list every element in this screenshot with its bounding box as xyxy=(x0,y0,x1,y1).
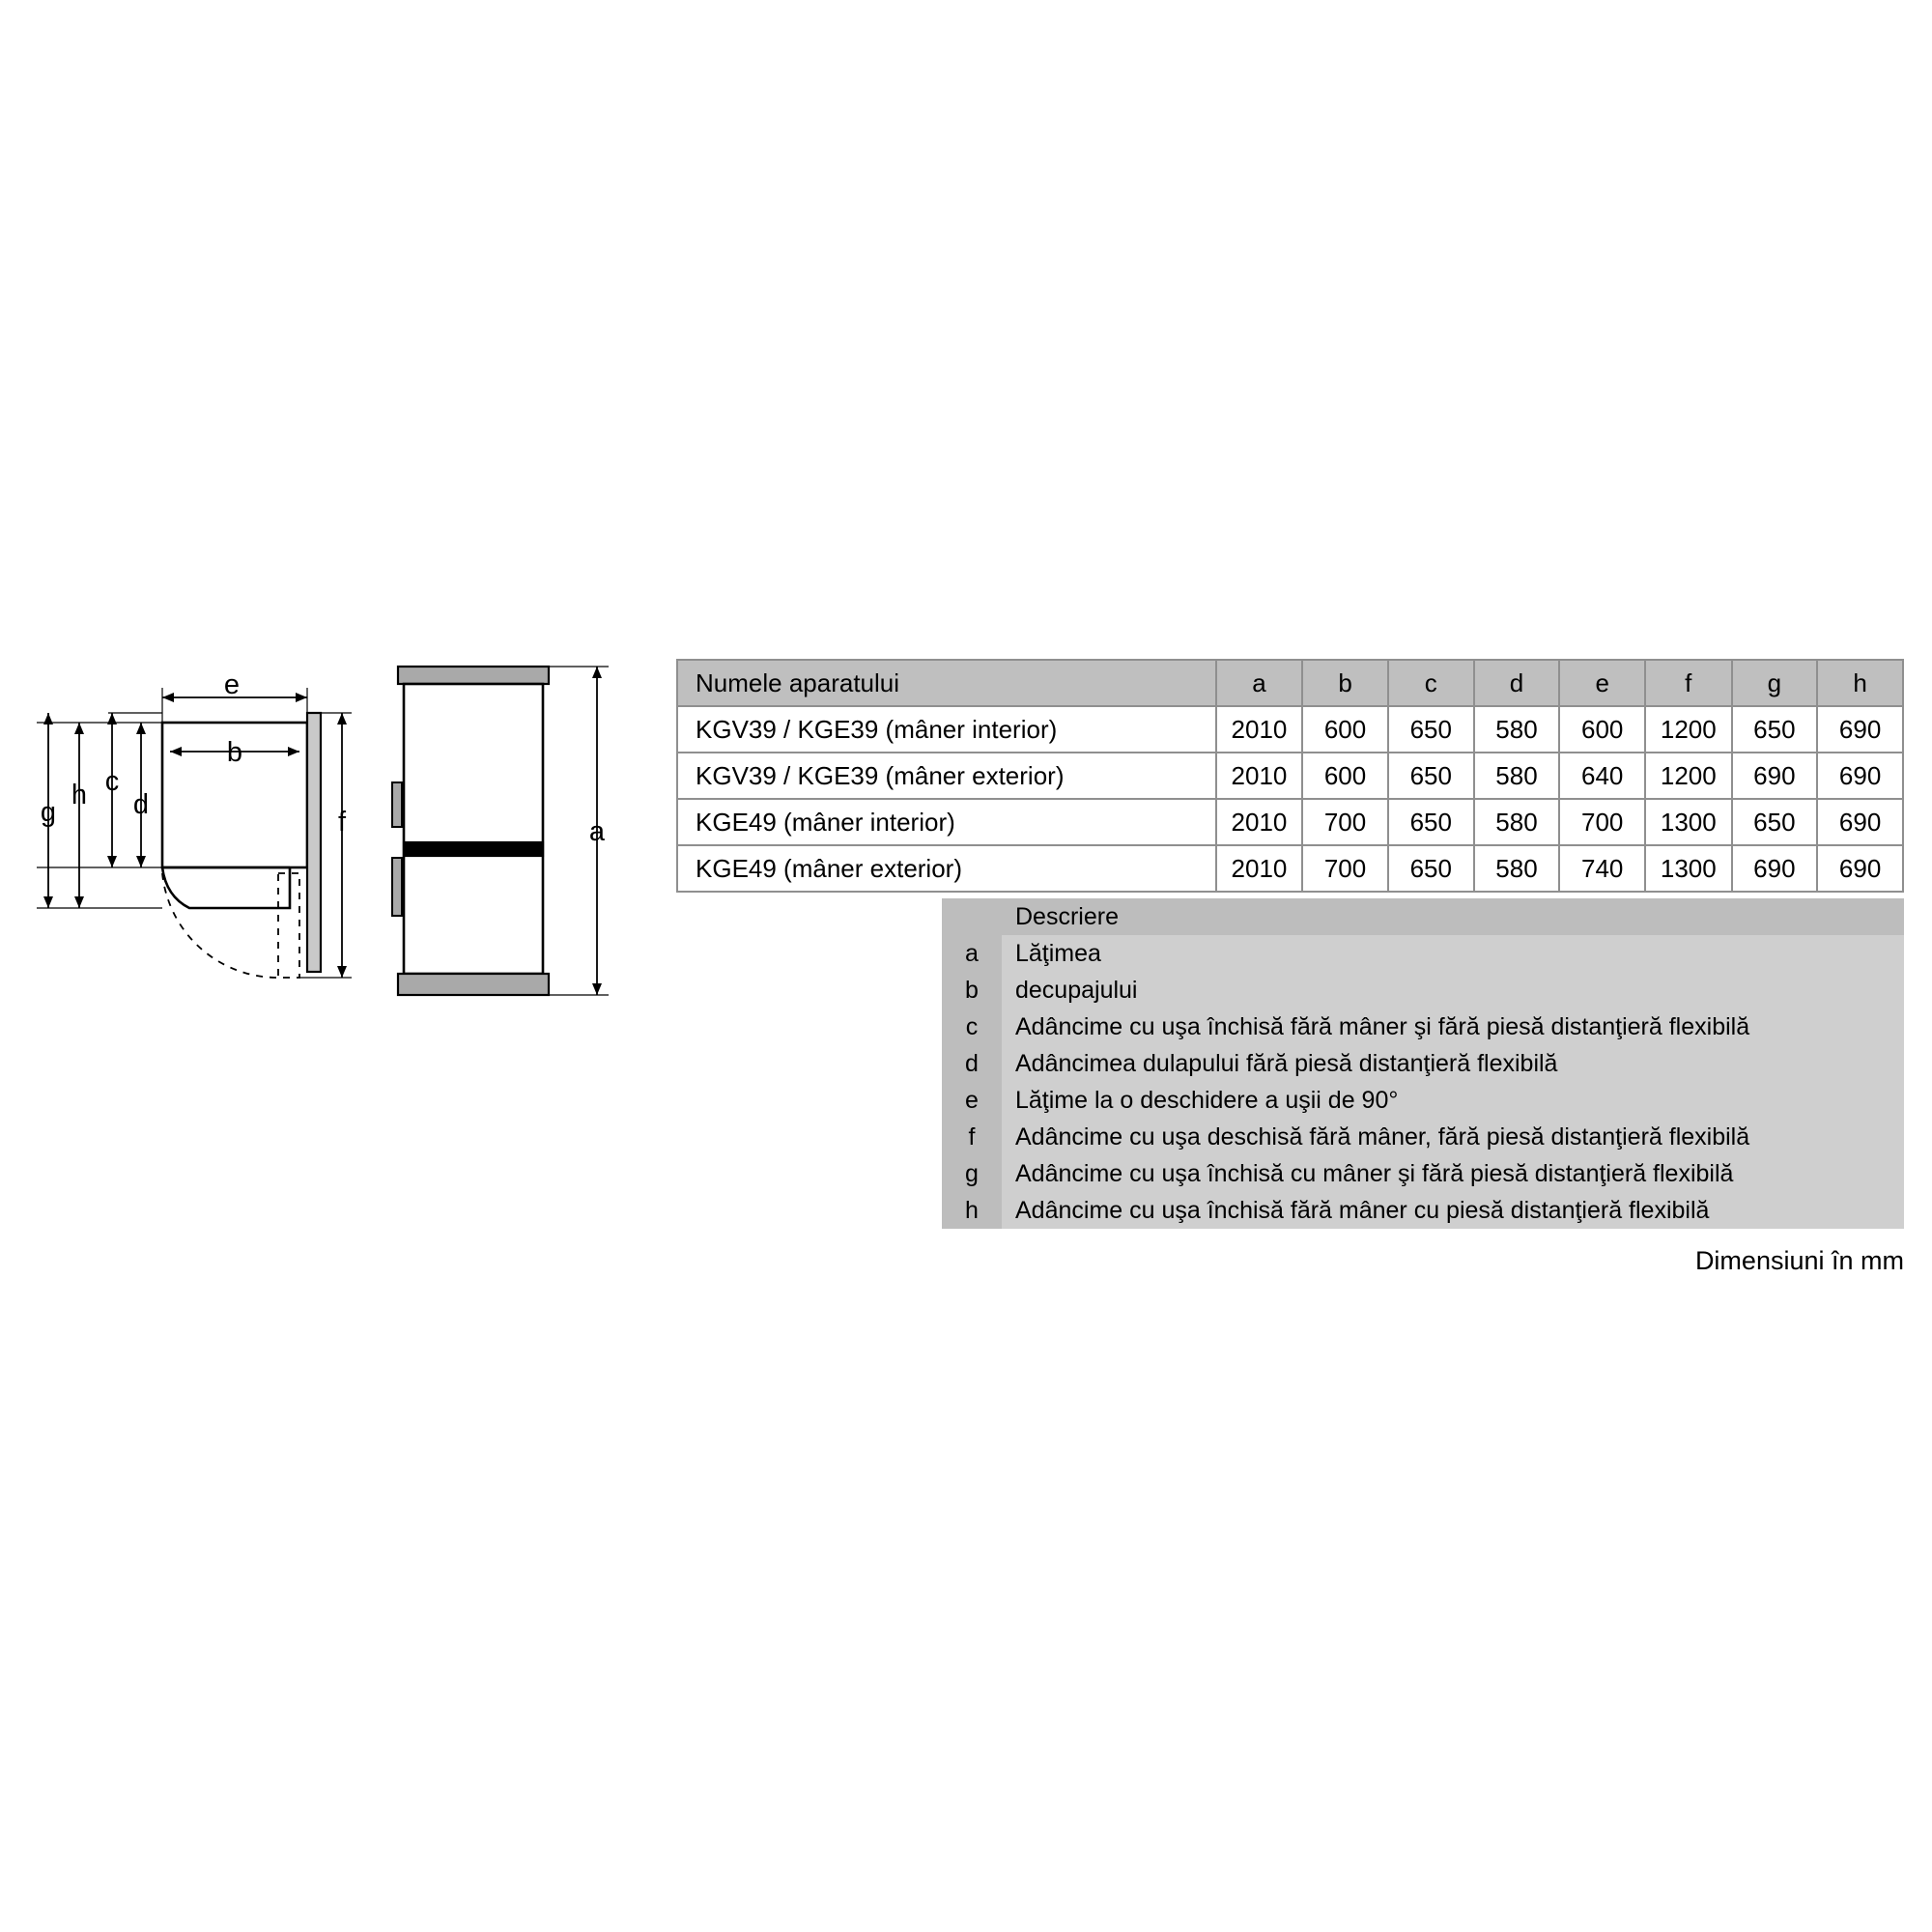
description-row-d xyxy=(942,1045,1904,1082)
description-row-e xyxy=(942,1082,1904,1119)
dimension-table-header-e: e xyxy=(1559,660,1645,706)
cell-h: 690 xyxy=(1817,706,1903,753)
description-key-e: e xyxy=(942,1082,1002,1119)
drawing-label-c: c xyxy=(104,766,120,797)
cell-a: 2010 xyxy=(1216,799,1302,845)
appliance-name: KGV39 / KGE39 (mâner exterior) xyxy=(677,753,1216,799)
drawing-label-f: f xyxy=(337,807,347,838)
dimension-table-header-d: d xyxy=(1474,660,1560,706)
dimension-table-header-b: b xyxy=(1302,660,1388,706)
description-text-g: Adâncime cu uşa închisă cu mâner şi fără piesă distanţieră flexibilă xyxy=(1002,1155,1904,1192)
description-text-e: Lăţime la o deschidere a uşii de 90° xyxy=(1002,1082,1904,1119)
cell-c: 650 xyxy=(1388,706,1474,753)
description-row-h xyxy=(942,1192,1904,1229)
description-text-d: Adâncimea dulapului fără piesă distanţieră flexibilă xyxy=(1002,1045,1904,1082)
appliance-name: KGE49 (mâner exterior) xyxy=(677,845,1216,892)
description-header-row xyxy=(942,898,1904,935)
cell-f: 1300 xyxy=(1645,799,1731,845)
table-row xyxy=(677,706,1903,753)
description-text-f: Adâncime cu uşa deschisă fără mâner, fără piesă distanţieră flexibilă xyxy=(1002,1119,1904,1155)
description-text-c: Adâncime cu uşa închisă fără mâner şi fără piesă distanţieră flexibilă xyxy=(1002,1009,1904,1045)
drawing-label-a: a xyxy=(588,816,606,847)
cell-h: 690 xyxy=(1817,845,1903,892)
table-row xyxy=(677,845,1903,892)
appliance-name: KGE49 (mâner interior) xyxy=(677,799,1216,845)
cell-c: 650 xyxy=(1388,799,1474,845)
cell-d: 580 xyxy=(1474,706,1560,753)
cell-h: 690 xyxy=(1817,799,1903,845)
description-text-h: Adâncime cu uşa închisă fără mâner cu piesă distanţieră flexibilă xyxy=(1002,1192,1904,1229)
cell-f: 1300 xyxy=(1645,845,1731,892)
description-row-f xyxy=(942,1119,1904,1155)
cell-a: 2010 xyxy=(1216,706,1302,753)
description-row-c xyxy=(942,1009,1904,1045)
cell-c: 650 xyxy=(1388,753,1474,799)
description-key-c: c xyxy=(942,1009,1002,1045)
dimension-table-header-a: a xyxy=(1216,660,1302,706)
dimension-table xyxy=(676,659,1904,893)
dimension-table-header-c: c xyxy=(1388,660,1474,706)
cell-e: 640 xyxy=(1559,753,1645,799)
cell-g: 690 xyxy=(1732,753,1818,799)
dimension-table-header-name: Numele aparatului xyxy=(677,660,1216,706)
cell-b: 700 xyxy=(1302,845,1388,892)
description-table xyxy=(942,898,1904,1229)
description-row-a xyxy=(942,935,1904,972)
cell-a: 2010 xyxy=(1216,845,1302,892)
description-key-h: h xyxy=(942,1192,1002,1229)
drawing-label-e: e xyxy=(223,669,241,700)
description-key-a: a xyxy=(942,935,1002,972)
appliance-name: KGV39 / KGE39 (mâner interior) xyxy=(677,706,1216,753)
cell-d: 580 xyxy=(1474,753,1560,799)
cell-b: 600 xyxy=(1302,753,1388,799)
cell-f: 1200 xyxy=(1645,706,1731,753)
cell-d: 580 xyxy=(1474,845,1560,892)
description-row-b xyxy=(942,972,1904,1009)
cell-g: 650 xyxy=(1732,799,1818,845)
cell-b: 600 xyxy=(1302,706,1388,753)
description-key-f: f xyxy=(942,1119,1002,1155)
units-note: Dimensiuni în mm xyxy=(1694,1246,1904,1275)
description-header-label: Descriere xyxy=(1002,898,1904,935)
table-row xyxy=(677,753,1903,799)
cell-f: 1200 xyxy=(1645,753,1731,799)
drawing-label-d: d xyxy=(132,789,150,820)
table-row xyxy=(677,799,1903,845)
cell-e: 740 xyxy=(1559,845,1645,892)
dimension-table-header-h: h xyxy=(1817,660,1903,706)
cell-e: 700 xyxy=(1559,799,1645,845)
cell-c: 650 xyxy=(1388,845,1474,892)
dimension-table-header-row xyxy=(677,660,1903,706)
cell-g: 650 xyxy=(1732,706,1818,753)
description-key-g: g xyxy=(942,1155,1002,1192)
dimension-table-header-f: f xyxy=(1645,660,1731,706)
description-text-a: Lăţimea xyxy=(1002,935,1904,972)
dimension-drawing xyxy=(19,638,667,1275)
description-key-d: d xyxy=(942,1045,1002,1082)
description-row-g xyxy=(942,1155,1904,1192)
description-text-b: decupajului xyxy=(1002,972,1904,1009)
description-key-b: b xyxy=(942,972,1002,1009)
cell-a: 2010 xyxy=(1216,753,1302,799)
drawing-label-b: b xyxy=(226,737,243,768)
drawing-label-h: h xyxy=(71,780,88,810)
cell-d: 580 xyxy=(1474,799,1560,845)
cell-h: 690 xyxy=(1817,753,1903,799)
dimension-table-header-g: g xyxy=(1732,660,1818,706)
cell-e: 600 xyxy=(1559,706,1645,753)
description-header-key xyxy=(942,898,1002,935)
drawing-label-g: g xyxy=(40,797,57,828)
cell-b: 700 xyxy=(1302,799,1388,845)
cell-g: 690 xyxy=(1732,845,1818,892)
